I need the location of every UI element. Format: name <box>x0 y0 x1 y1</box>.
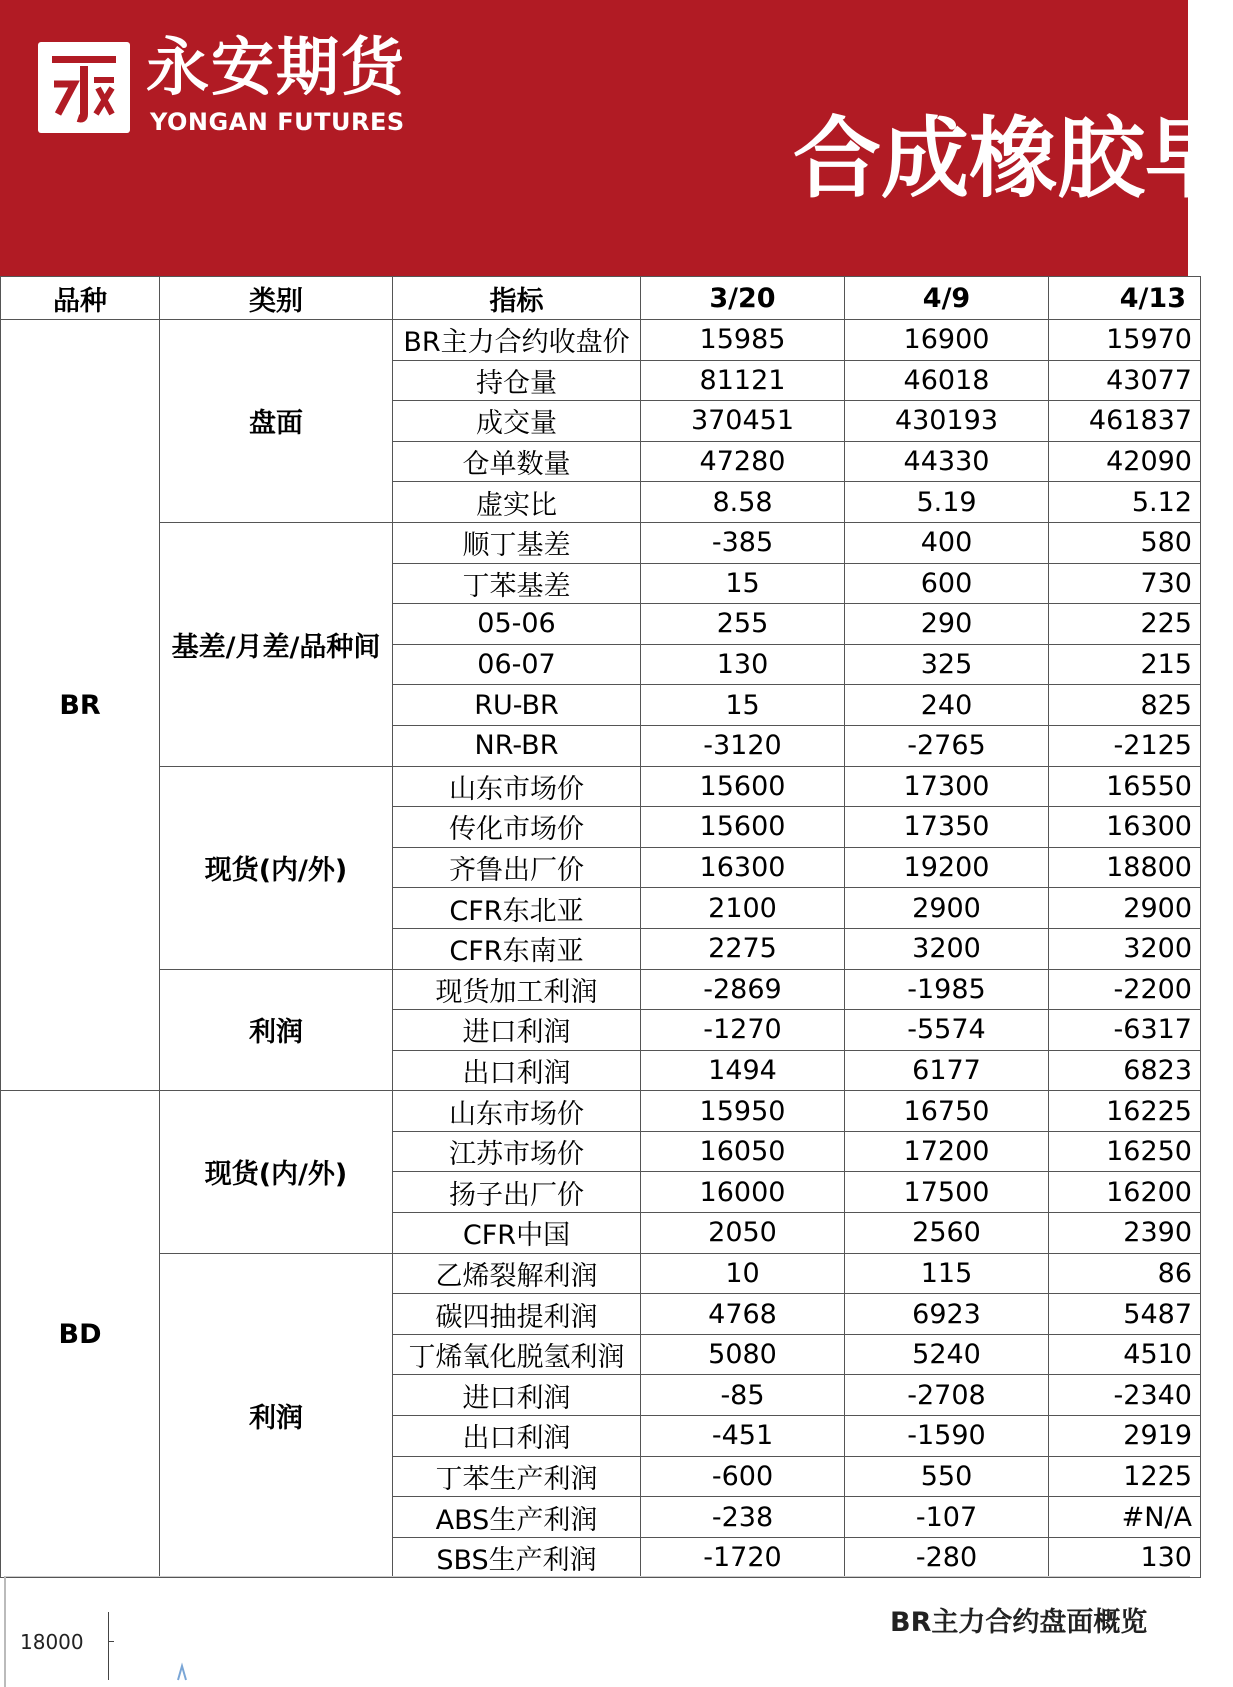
value-cell: -2765 <box>845 725 1049 766</box>
value-cell: 130 <box>1049 1537 1201 1578</box>
value-cell: 4768 <box>641 1294 845 1335</box>
value-cell: -3120 <box>641 725 845 766</box>
value-cell: 4510 <box>1049 1334 1201 1375</box>
metric-cell: CFR东北亚 <box>393 888 641 929</box>
value-cell: 17200 <box>845 1131 1049 1172</box>
value-cell: 1494 <box>641 1050 845 1091</box>
metric-cell: 乙烯裂解利润 <box>393 1253 641 1294</box>
value-cell: 18800 <box>1049 847 1201 888</box>
value-cell: -1590 <box>845 1416 1049 1457</box>
synthetic-rubber-table <box>0 276 1201 1578</box>
column-header-metric: 指标 <box>393 277 641 320</box>
table-row <box>1 522 1201 563</box>
value-cell: 43077 <box>1049 360 1201 401</box>
metric-cell: 出口利润 <box>393 1050 641 1091</box>
column-header-category: 类别 <box>160 277 393 320</box>
value-cell: 6823 <box>1049 1050 1201 1091</box>
table-row <box>1 1253 1201 1294</box>
metric-cell: 丁苯生产利润 <box>393 1456 641 1497</box>
value-cell: 86 <box>1049 1253 1201 1294</box>
category-cell: 盘面 <box>160 320 393 523</box>
chart-title: BR主力合约盘面概览 <box>890 1607 1148 1638</box>
y-tick-label: 18000 <box>20 1630 84 1654</box>
value-cell: -2708 <box>845 1375 1049 1416</box>
metric-cell: 丁烯氧化脱氢利润 <box>393 1334 641 1375</box>
value-cell: 2919 <box>1049 1416 1201 1457</box>
metric-cell: 进口利润 <box>393 1375 641 1416</box>
value-cell: 2900 <box>1049 888 1201 929</box>
value-cell: -385 <box>641 522 845 563</box>
value-cell: -1985 <box>845 969 1049 1010</box>
metric-cell: 现货加工利润 <box>393 969 641 1010</box>
value-cell: 5240 <box>845 1334 1049 1375</box>
value-cell: -280 <box>845 1537 1049 1578</box>
value-cell: 10 <box>641 1253 845 1294</box>
metric-cell: 05-06 <box>393 604 641 645</box>
value-cell: 240 <box>845 685 1049 726</box>
value-cell: 16225 <box>1049 1091 1201 1132</box>
value-cell: -6317 <box>1049 1010 1201 1051</box>
metric-cell: 进口利润 <box>393 1010 641 1051</box>
value-cell: 16750 <box>845 1091 1049 1132</box>
value-cell: 825 <box>1049 685 1201 726</box>
metric-cell: 持仓量 <box>393 360 641 401</box>
column-header-date: 4/13 <box>1049 277 1201 320</box>
value-cell: 17350 <box>845 807 1049 848</box>
y-tick-mark <box>108 1641 114 1642</box>
value-cell: -238 <box>641 1497 845 1538</box>
value-cell: 3200 <box>1049 928 1201 969</box>
value-cell: 17300 <box>845 766 1049 807</box>
value-cell: 15 <box>641 685 845 726</box>
value-cell: 2275 <box>641 928 845 969</box>
column-header-date: 3/20 <box>641 277 845 320</box>
metric-cell: BR主力合约收盘价 <box>393 320 641 361</box>
metric-cell: 传化市场价 <box>393 807 641 848</box>
value-cell: -600 <box>641 1456 845 1497</box>
value-cell: 81121 <box>641 360 845 401</box>
value-cell: 15600 <box>641 807 845 848</box>
value-cell: 461837 <box>1049 401 1201 442</box>
metric-cell: CFR中国 <box>393 1213 641 1254</box>
value-cell: 400 <box>845 522 1049 563</box>
value-cell: 2560 <box>845 1213 1049 1254</box>
value-cell: 42090 <box>1049 441 1201 482</box>
metric-cell: 山东市场价 <box>393 1091 641 1132</box>
metric-cell: 虚实比 <box>393 482 641 523</box>
category-cell: 利润 <box>160 969 393 1091</box>
value-cell: 5487 <box>1049 1294 1201 1335</box>
metric-cell: 碳四抽提利润 <box>393 1294 641 1335</box>
chart-line-fragment <box>0 1660 300 1680</box>
table-row <box>1 969 1201 1010</box>
value-cell: 225 <box>1049 604 1201 645</box>
value-cell: 5080 <box>641 1334 845 1375</box>
value-cell: 325 <box>845 644 1049 685</box>
header-banner <box>0 0 1233 276</box>
value-cell: -451 <box>641 1416 845 1457</box>
value-cell: 19200 <box>845 847 1049 888</box>
metric-cell: 山东市场价 <box>393 766 641 807</box>
value-cell: 550 <box>845 1456 1049 1497</box>
variety-cell: BR <box>1 320 160 1091</box>
value-cell: 430193 <box>845 401 1049 442</box>
column-header-variety: 品种 <box>1 277 160 320</box>
value-cell: 16250 <box>1049 1131 1201 1172</box>
category-cell: 现货(内/外) <box>160 766 393 969</box>
category-cell: 利润 <box>160 1253 393 1578</box>
value-cell: 15950 <box>641 1091 845 1132</box>
metric-cell: ABS生产利润 <box>393 1497 641 1538</box>
value-cell: 5.19 <box>845 482 1049 523</box>
value-cell: -5574 <box>845 1010 1049 1051</box>
value-cell: 6923 <box>845 1294 1049 1335</box>
metric-cell: 出口利润 <box>393 1416 641 1457</box>
value-cell: 255 <box>641 604 845 645</box>
metric-cell: 丁苯基差 <box>393 563 641 604</box>
report-title: 合成橡胶早 <box>793 107 1233 210</box>
category-cell: 基差/月差/品种间 <box>160 522 393 766</box>
metric-cell: 成交量 <box>393 401 641 442</box>
brand-name-en: YONGAN FUTURES <box>150 108 405 136</box>
value-cell: 2100 <box>641 888 845 929</box>
value-cell: 15970 <box>1049 320 1201 361</box>
table-row <box>1 766 1201 807</box>
table-header-row <box>1 277 1201 320</box>
metric-cell: 06-07 <box>393 644 641 685</box>
value-cell: 5.12 <box>1049 482 1201 523</box>
value-cell: 44330 <box>845 441 1049 482</box>
value-cell: 17500 <box>845 1172 1049 1213</box>
value-cell: 16900 <box>845 320 1049 361</box>
table-row <box>1 320 1201 361</box>
value-cell: 3200 <box>845 928 1049 969</box>
category-cell: 现货(内/外) <box>160 1091 393 1253</box>
value-cell: -1720 <box>641 1537 845 1578</box>
value-cell: 47280 <box>641 441 845 482</box>
metric-cell: RU-BR <box>393 685 641 726</box>
value-cell: 115 <box>845 1253 1049 1294</box>
value-cell: -107 <box>845 1497 1049 1538</box>
value-cell: 8.58 <box>641 482 845 523</box>
value-cell: 16300 <box>1049 807 1201 848</box>
yongan-logo <box>38 42 130 133</box>
value-cell: 2390 <box>1049 1213 1201 1254</box>
metric-cell: SBS生产利润 <box>393 1537 641 1578</box>
value-cell: 215 <box>1049 644 1201 685</box>
value-cell: 16200 <box>1049 1172 1201 1213</box>
metric-cell: NR-BR <box>393 725 641 766</box>
value-cell: 16550 <box>1049 766 1201 807</box>
column-header-date: 4/9 <box>845 277 1049 320</box>
value-cell: 600 <box>845 563 1049 604</box>
value-cell: -2125 <box>1049 725 1201 766</box>
value-cell: -2869 <box>641 969 845 1010</box>
value-cell: 580 <box>1049 522 1201 563</box>
metric-cell: 仓单数量 <box>393 441 641 482</box>
value-cell: 2050 <box>641 1213 845 1254</box>
value-cell: -85 <box>641 1375 845 1416</box>
value-cell: 16050 <box>641 1131 845 1172</box>
value-cell: 46018 <box>845 360 1049 401</box>
value-cell: -2340 <box>1049 1375 1201 1416</box>
variety-cell: BD <box>1 1091 160 1578</box>
value-cell: 6177 <box>845 1050 1049 1091</box>
value-cell: 16300 <box>641 847 845 888</box>
value-cell: 15 <box>641 563 845 604</box>
value-cell: -2200 <box>1049 969 1201 1010</box>
value-cell: 16000 <box>641 1172 845 1213</box>
metric-cell: 江苏市场价 <box>393 1131 641 1172</box>
value-cell: 370451 <box>641 401 845 442</box>
brand-name-cn: 永安期货 <box>146 31 406 104</box>
value-cell: 1225 <box>1049 1456 1201 1497</box>
value-cell: 730 <box>1049 563 1201 604</box>
value-cell: -1270 <box>641 1010 845 1051</box>
value-cell: 15985 <box>641 320 845 361</box>
value-cell: 15600 <box>641 766 845 807</box>
value-cell: 2900 <box>845 888 1049 929</box>
metric-cell: 齐鲁出厂价 <box>393 847 641 888</box>
metric-cell: 扬子出厂价 <box>393 1172 641 1213</box>
metric-cell: CFR东南亚 <box>393 928 641 969</box>
table-row <box>1 1091 1201 1132</box>
metric-cell: 顺丁基差 <box>393 522 641 563</box>
value-cell: 130 <box>641 644 845 685</box>
value-cell: #N/A <box>1049 1497 1201 1538</box>
value-cell: 290 <box>845 604 1049 645</box>
